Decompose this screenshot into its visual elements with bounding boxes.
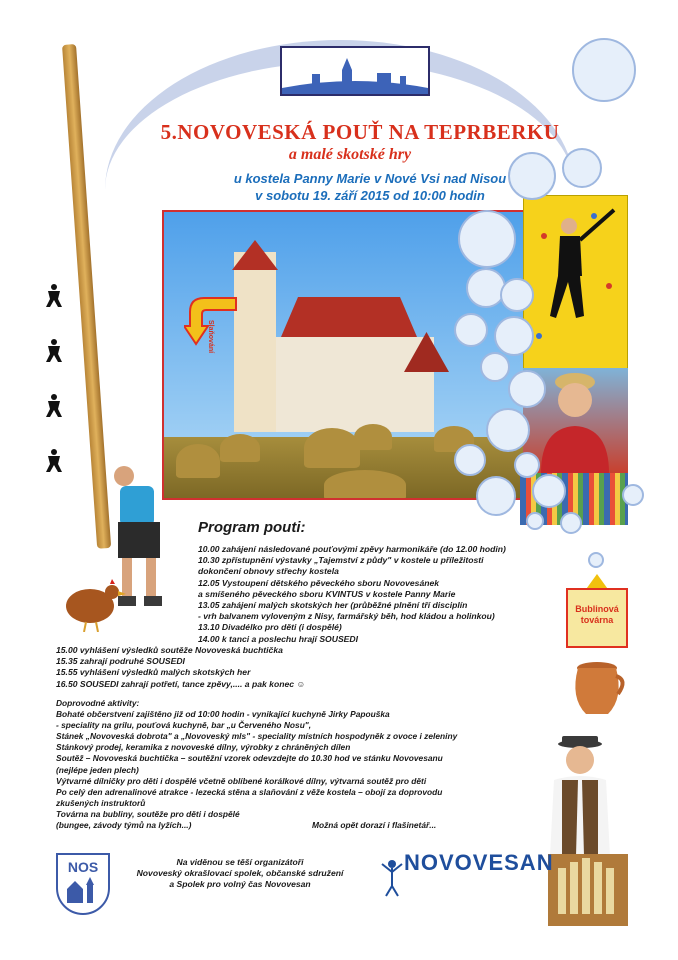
- activities-heading: Doprovodné aktivity:: [56, 698, 140, 708]
- activity-item: (nejlépe jeden plech): [56, 764, 139, 775]
- bubble: [458, 210, 516, 268]
- program-item: a smíšeného pěveckého sboru KVINTUS v kostele Panny Marie: [198, 588, 456, 599]
- bubble: [514, 452, 540, 478]
- clay-pot-icon: [566, 658, 628, 718]
- event-place-date: [200, 170, 540, 204]
- activity-item: Stánkový prodej, keramika z novoveské dílny, výrobky z chráněných dílen: [56, 742, 351, 753]
- activity-item: - speciality na grilu, pouťová kuchyně, bar „u Červeného Nosu",: [56, 720, 312, 731]
- climber-silhouette-icon: [42, 448, 66, 474]
- program-item: 14.00 k tanci a poslechu hrají SOUSEDI: [198, 633, 358, 644]
- badge-line: továrna: [580, 615, 614, 625]
- bubble: [494, 316, 534, 356]
- program-item: 13.05 zahájení malých skotských her (průběžné plnění tří disciplín: [198, 600, 468, 611]
- program-item: 12.05 Vystoupení dětského pěveckého sboru Novovesánek: [198, 577, 440, 588]
- program-list: [198, 544, 506, 645]
- bubble: [622, 484, 644, 506]
- church-nave: [264, 337, 434, 432]
- activity-item: Výtvarné dílničky pro děti i dospělé včetně oblíbené korálkové dílny, výtvarná soutěž pro děti: [56, 775, 427, 786]
- event-place: u kostela Panny Marie v Nové Vsi nad Nisou: [233, 171, 507, 186]
- bubble: [508, 152, 556, 200]
- activity-item: (bungee, závody týmů na lyžích...): [56, 820, 192, 831]
- organ-grinder-note: Možná opět dorazí i flašinetář...: [312, 820, 437, 830]
- event-title: 5.NOVOVESKÁ POUŤ NA TEPRBERKU: [160, 120, 560, 144]
- organ-grinder-photo: [540, 736, 640, 936]
- hen-icon: [60, 576, 126, 632]
- program-list-afternoon: [56, 645, 305, 690]
- activities-list: [56, 698, 457, 831]
- nos-logo: [56, 853, 110, 915]
- haystack: [176, 444, 220, 478]
- climber-silhouette-icon: [42, 338, 66, 364]
- activity-item: zkušených instruktorů: [56, 797, 146, 808]
- bubble: [572, 38, 636, 102]
- organizers: [110, 857, 370, 890]
- bubble: [454, 444, 486, 476]
- activity-item: Stánek „Novoveská dobrota" a „Novoveský mls" - speciality místních hospodyněk z ovoce i zeleniny: [56, 731, 458, 742]
- novovesan-logo: NOVOVESAN: [404, 850, 554, 875]
- bubble: [500, 278, 534, 312]
- climber-silhouette-icon: [42, 283, 66, 309]
- haystack: [304, 428, 360, 468]
- stick-figure-icon: [380, 858, 404, 898]
- activity-item: Po celý den adrenalinové atrakce - lezecká stěna a slaňování z věže kostela – obojí za doprovodu: [56, 786, 443, 797]
- program-item: 15.00 vyhlášení výsledků soutěže Novoveská buchtička: [56, 645, 283, 655]
- bubble: [480, 352, 510, 382]
- program-item: 15.35 zahrají podruhé SOUSEDI: [56, 656, 185, 667]
- badge-line: Bublinová: [575, 604, 619, 614]
- haystack: [354, 424, 392, 450]
- bubble: [486, 408, 530, 452]
- bubble: [562, 148, 602, 188]
- organizers-line: Novoveský okrašlovací spolek, občanské sdružení: [136, 868, 344, 878]
- climber-silhouette-icon: [42, 393, 66, 419]
- bubble: [476, 476, 516, 516]
- nos-logo-text: NOS: [67, 859, 99, 875]
- bubble: [532, 474, 566, 508]
- rope-label: Slaňování: [207, 320, 214, 354]
- bubble: [526, 512, 544, 530]
- event-date: v sobotu 19. září 2015 od 10:00 hodin: [255, 188, 485, 203]
- activity-item: Soutěž – Novoveská buchtička – soutěžní vzorek odevzdejte do 10.30 hod ve stánku Novovesanu: [56, 753, 443, 764]
- bubble: [454, 313, 488, 347]
- program-item: dokončení obnovy střechy kostela: [198, 566, 339, 577]
- bubble: [508, 370, 546, 408]
- bubble: [588, 552, 604, 568]
- program-item: 10.30 zpřístupnění výstavky „Tajemství z půdy" v kostele u příležitosti: [198, 555, 484, 566]
- activity-item: Bohaté občerstvení zajištěno již od 10:00 hodin - vynikající kuchyně Jirky Papouška: [56, 709, 390, 720]
- bubble-factory-badge: [566, 588, 628, 648]
- bubble: [466, 268, 506, 308]
- organizers-line: a Spolek pro volný čas Novovesan: [169, 879, 311, 889]
- program-item: 13.10 Divadélko pro děti (i dospělé): [198, 622, 342, 633]
- program-item: 15.55 vyhlášení výsledků malých skotských her: [56, 667, 251, 678]
- program-item: 16.50 SOUSEDI zahrají potřetí, tance zpěvy,.... a pak konec ☺: [56, 678, 306, 689]
- village-skyline-logo: [280, 46, 430, 96]
- organizers-line: Na viděnou se těší organizátoři: [176, 857, 304, 867]
- program-heading: Program pouti:: [198, 519, 306, 536]
- event-subtitle: a malé skotské hry: [288, 146, 412, 163]
- activity-item: Továrna na bubliny, soutěže pro děti i dospělé: [56, 808, 240, 819]
- haystack: [324, 470, 406, 500]
- program-item: 10.00 zahájení následované pouťovými zpěvy harmonikáře (do 12.00 hodin): [198, 544, 506, 554]
- program-item: - vrh balvanem vyloveným z Nisy, farmářský běh, hod kládou a holinkou): [198, 611, 495, 622]
- haystack: [220, 434, 260, 462]
- bubble: [560, 512, 582, 534]
- climbing-wall-photo: [523, 195, 628, 370]
